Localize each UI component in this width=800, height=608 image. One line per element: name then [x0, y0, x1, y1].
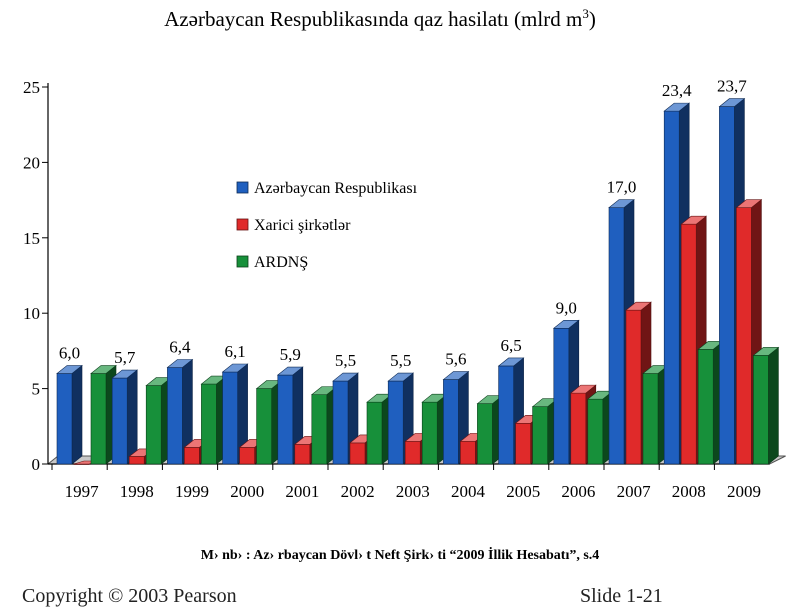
x-tick-label: 2002 [340, 482, 375, 501]
data-label-2006: 9,0 [555, 298, 577, 318]
data-label-2008: 23,4 [661, 81, 692, 101]
y-tick-label: 20 [23, 153, 40, 173]
x-tick-label: 2009 [727, 482, 761, 501]
data-label-2000: 6,1 [224, 342, 246, 362]
data-label-2002: 5,5 [334, 351, 357, 371]
data-label-2003: 5,5 [390, 351, 412, 371]
x-tick-label: 1999 [175, 482, 209, 501]
x-tick-label: 2003 [395, 482, 430, 501]
data-label-1997: 6,0 [58, 343, 81, 363]
chart-title: Azərbaycan Respublikasında qaz hasilatı (mlrd $m^3$) [164, 6, 596, 31]
legend-label: Xarici şirkətlər [254, 217, 351, 234]
data-label-2005: 6,5 [500, 335, 522, 355]
x-tick-label: 1998 [119, 482, 154, 501]
x-tick-label: 2001 [285, 482, 320, 501]
y-tick-label: 0 [31, 455, 40, 474]
footer-copyright: Copyright © 2003 Pearson [22, 585, 237, 607]
x-tick-label: 2004 [451, 482, 485, 501]
x-tick-label: 1997 [64, 482, 99, 501]
y-tick-label: 25 [23, 78, 40, 97]
bar-ardns-2009 [753, 347, 778, 464]
data-label-2009: 23,7 [717, 76, 747, 96]
data-label-2007: 17,0 [606, 177, 637, 197]
legend-swatch [237, 182, 248, 193]
legend-swatch [237, 219, 248, 230]
legend [237, 180, 418, 271]
data-label-2004: 5,6 [445, 349, 467, 369]
legend-label: Azərbaycan Respublikası [254, 180, 418, 197]
bar-azerbaijan-1997 [57, 366, 82, 464]
bars [57, 99, 778, 465]
y-tick-label: 15 [23, 228, 40, 248]
x-tick-label: 2008 [671, 482, 706, 501]
bar-azerbaijan-1998 [112, 370, 137, 464]
x-tick-label: 2007 [616, 482, 651, 501]
data-label-2001: 5,9 [279, 345, 301, 365]
y-tick-label: 10 [23, 304, 40, 324]
legend-swatch [237, 256, 248, 267]
x-tick-label: 2006 [561, 482, 596, 501]
footer-slide-number: Slide 1-21 [580, 585, 663, 607]
data-label-1998: 5,7 [114, 348, 136, 368]
y-tick-label: 5 [31, 379, 40, 399]
x-tick-label: 2005 [506, 482, 541, 501]
legend-label: ARDNŞ [254, 254, 309, 271]
source-note: M› nb› : Az› rbaycan Dövl› t Neft Şirk› ti “2009 İllik Hesabatı”, s.4 [200, 548, 600, 563]
x-tick-label: 2000 [230, 482, 265, 501]
data-label-1999: 6,4 [169, 337, 191, 357]
